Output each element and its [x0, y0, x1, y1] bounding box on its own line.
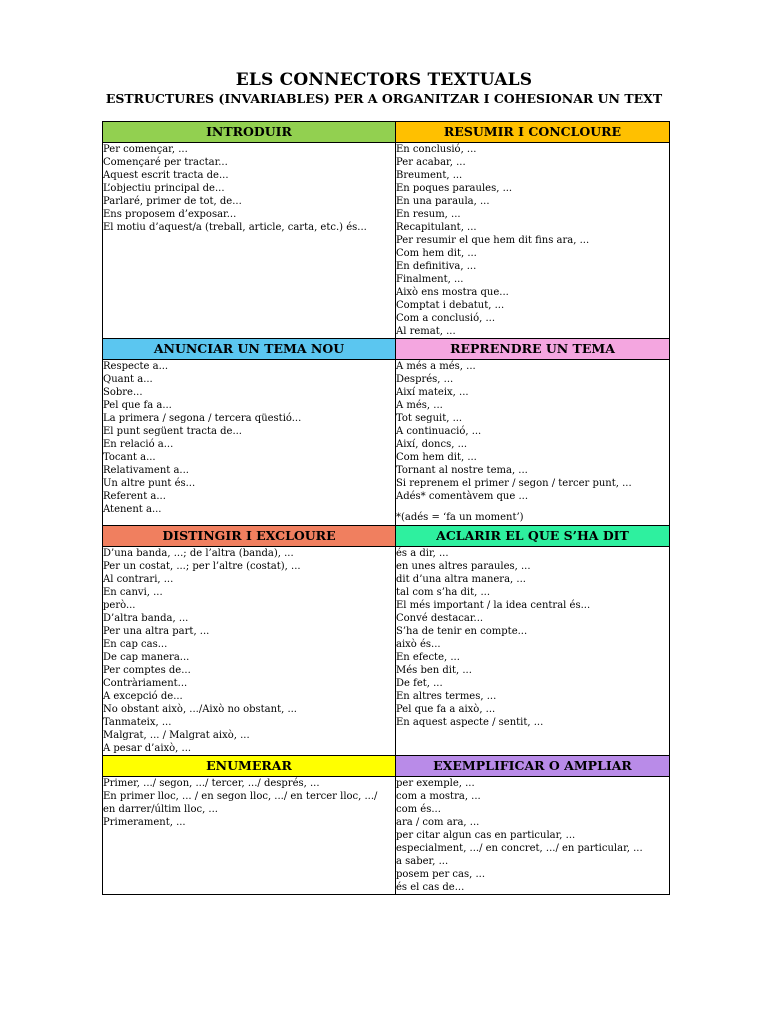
list-item: D’altra banda, ... — [103, 613, 189, 624]
list-item: Pel que fa a... — [103, 400, 172, 411]
list-item: A pesar d’això, ... — [103, 743, 192, 754]
list-item: En relació a... — [103, 439, 174, 450]
list-item: Relativament a... — [103, 465, 189, 476]
list-item: Primerament, ... — [103, 817, 186, 828]
list-item: Parlaré, primer de tot, de... — [103, 196, 242, 207]
footnote: *(adés = ‘fa un moment’) — [396, 512, 524, 523]
list-aclarir — [396, 547, 670, 756]
list-exemplificar — [396, 777, 670, 895]
list-anunciar — [103, 360, 396, 526]
list-item: en darrer/últim lloc, ... — [103, 804, 218, 815]
list-item: En definitiva, ... — [396, 261, 477, 272]
list-item: Tot seguit, ... — [396, 413, 463, 424]
list-item: Per començar, ... — [103, 144, 188, 155]
list-item: En conclusió, ... — [396, 144, 477, 155]
list-item: per exemple, ... — [396, 778, 475, 789]
list-item: Per una altra part, ... — [103, 626, 210, 637]
list-item: Al contrari, ... — [103, 574, 174, 585]
content-row — [103, 547, 670, 756]
heading-enumerar: ENUMERAR — [103, 756, 396, 777]
list-item: L’objectiu principal de... — [103, 183, 225, 194]
list-item: ara / com ara, ... — [396, 817, 480, 828]
list-item: En una paraula, ... — [396, 196, 490, 207]
list-item: com és... — [396, 804, 441, 815]
list-item: La primera / segona / tercera qüestió... — [103, 413, 302, 424]
list-item: Contràriament... — [103, 678, 188, 689]
heading-reprendre: REPRENDRE UN TEMA — [396, 339, 670, 360]
list-item: Sobre... — [103, 387, 143, 398]
list-item: El més important / la idea central és... — [396, 600, 591, 611]
list-item: Un altre punt és... — [103, 478, 196, 489]
list-item: Tornant al nostre tema, ... — [396, 465, 528, 476]
list-item: De cap manera... — [103, 652, 190, 663]
list-item: En efecte, ... — [396, 652, 460, 663]
list-item: Si reprenem el primer / segon / tercer punt, ... — [396, 478, 632, 489]
list-item: Començaré per tractar... — [103, 157, 228, 168]
content-row — [103, 360, 670, 526]
list-item: En altres termes, ... — [396, 691, 497, 702]
list-item: posem per cas, ... — [396, 869, 485, 880]
list-item: Comptat i debatut, ... — [396, 300, 505, 311]
page-subtitle: ESTRUCTURES (INVARIABLES) PER A ORGANITZAR I COHESIONAR UN TEXT — [105, 91, 663, 106]
list-item: Breument, ... — [396, 170, 463, 181]
list-item: com a mostra, ... — [396, 791, 481, 802]
list-item: Malgrat, ... / Malgrat això, ... — [103, 730, 250, 741]
list-item: Aquest escrit tracta de... — [103, 170, 229, 181]
list-item: Pel que fa a això, ... — [396, 704, 496, 715]
content-row — [103, 143, 670, 339]
heading-resumir: RESUMIR I CONCLOURE — [396, 122, 670, 143]
list-item: Per acabar, ... — [396, 157, 466, 168]
list-item: Al remat, ... — [396, 326, 456, 337]
list-item: és a dir, ... — [396, 548, 449, 559]
list-item: En poques paraules, ... — [396, 183, 513, 194]
header-row — [103, 339, 670, 360]
list-item: Com hem dit, ... — [396, 452, 477, 463]
list-item: Més ben dit, ... — [396, 665, 472, 676]
header-row — [103, 526, 670, 547]
header-row — [103, 756, 670, 777]
list-resumir — [396, 143, 670, 339]
list-item: D’una banda, ...; de l’altra (banda), ... — [103, 548, 294, 559]
list-item: Tocant a... — [103, 452, 156, 463]
list-item: Com hem dit, ... — [396, 248, 477, 259]
list-item: Així, doncs, ... — [396, 439, 468, 450]
list-item: especialment, .../ en concret, .../ en particular, ... — [396, 843, 643, 854]
list-item: El motiu d’aquest/a (treball, article, carta, etc.) és... — [103, 222, 367, 233]
list-item: això és... — [396, 639, 441, 650]
list-item: Quant a... — [103, 374, 153, 385]
list-item: a saber, ... — [396, 856, 449, 867]
list-item: Adés* comentàvem que ... — [396, 491, 528, 502]
list-introduir — [103, 143, 396, 339]
list-item: A excepció de... — [103, 691, 183, 702]
list-reprendre — [396, 360, 670, 526]
list-item: Per comptes de... — [103, 665, 191, 676]
list-item: dit d’una altra manera, ... — [396, 574, 526, 585]
list-item: S’ha de tenir en compte... — [396, 626, 528, 637]
list-item: Convé destacar... — [396, 613, 484, 624]
list-item: De fet, ... — [396, 678, 443, 689]
spacer — [396, 503, 669, 511]
list-item: Com a conclusió, ... — [396, 313, 496, 324]
list-item: No obstant això, .../Això no obstant, ... — [103, 704, 297, 715]
content-row — [103, 777, 670, 895]
heading-anunciar: ANUNCIAR UN TEMA NOU — [103, 339, 396, 360]
page-title: ELS CONNECTORS TEXTUALS — [235, 70, 533, 90]
list-item: Per un costat, ...; per l’altre (costat), ... — [103, 561, 301, 572]
header-row — [103, 122, 670, 143]
list-item: Respecte a... — [103, 361, 169, 372]
list-item: en unes altres paraules, ... — [396, 561, 531, 572]
list-item: Per resumir el que hem dit fins ara, ... — [396, 235, 590, 246]
heading-introduir: INTRODUIR — [103, 122, 396, 143]
list-item: En resum, ... — [396, 209, 461, 220]
list-item: A continuació, ... — [396, 426, 482, 437]
list-item: El punt següent tracta de... — [103, 426, 242, 437]
list-item: En canvi, ... — [103, 587, 163, 598]
list-item: Tanmateix, ... — [103, 717, 172, 728]
list-distingir — [103, 547, 396, 756]
list-item: En aquest aspecte / sentit, ... — [396, 717, 544, 728]
list-item: Referent a... — [103, 491, 166, 502]
list-item: Atenent a... — [103, 504, 162, 515]
list-item: Això ens mostra que... — [396, 287, 509, 298]
list-item: Ens proposem d’exposar... — [103, 209, 237, 220]
list-item: tal com s’ha dit, ... — [396, 587, 491, 598]
list-item: Finalment, ... — [396, 274, 464, 285]
list-item: Primer, .../ segon, .../ tercer, .../ després, ... — [103, 778, 320, 789]
heading-distingir: DISTINGIR I EXCLOURE — [103, 526, 396, 547]
heading-exemplificar: EXEMPLIFICAR O AMPLIAR — [396, 756, 670, 777]
list-item: Després, ... — [396, 374, 454, 385]
list-item: A més a més, ... — [396, 361, 476, 372]
list-item: En primer lloc, ... / en segon lloc, .../ en tercer lloc, .../ — [103, 791, 378, 802]
list-enumerar — [103, 777, 396, 895]
list-item: Així mateix, ... — [396, 387, 469, 398]
list-item: Recapitulant, ... — [396, 222, 477, 233]
list-item: En cap cas... — [103, 639, 168, 650]
list-item: però... — [103, 600, 136, 611]
list-item: per citar algun cas en particular, ... — [396, 830, 576, 841]
list-item: és el cas de... — [396, 882, 465, 893]
list-item: A més, ... — [396, 400, 443, 411]
connectors-table — [102, 121, 670, 895]
heading-aclarir: ACLARIR EL QUE S’HA DIT — [396, 526, 670, 547]
